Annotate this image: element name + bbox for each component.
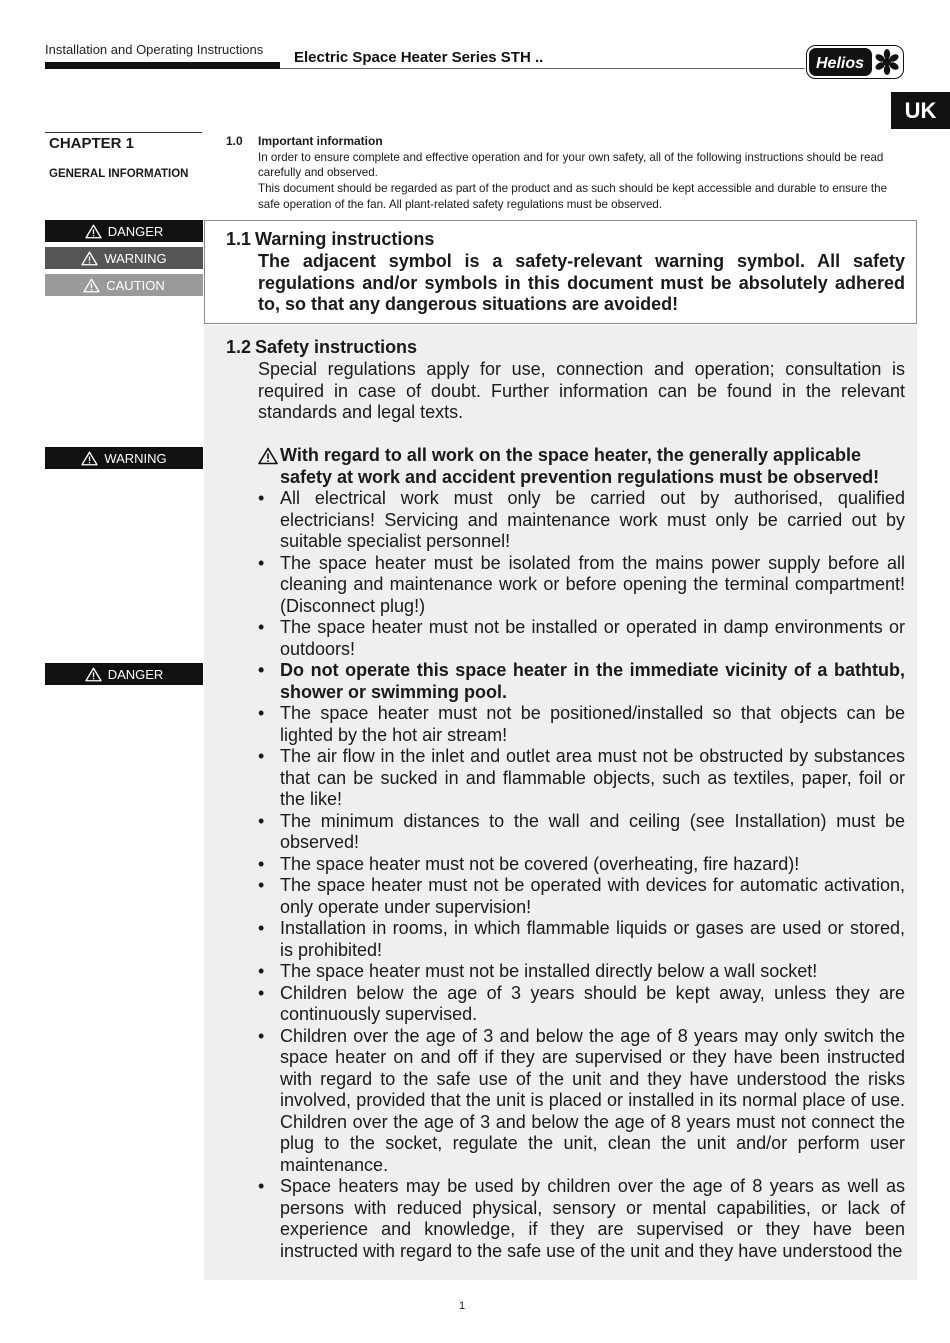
list-item: • The space heater must not be positioned/installed so that objects can be lighted by the hot air stream! [258,703,905,746]
danger-label-bathtub [45,663,203,685]
section-1-2-number: 1.2 [226,337,252,357]
list-item: • Space heaters may be used by children over the age of 8 years as well as persons with reduced physical, sensory or mental capabilities, or lack of experience and knowledge, if they are supervised or they have been instructed with regard to the safe use of the unit and they have understood the [258,1176,905,1262]
section-1-0-number: 1.0 [226,134,243,148]
danger-label-text: DANGER [107,666,164,682]
warning-triangle-icon [85,667,102,682]
section-1-2-title: Safety instructions [255,337,418,357]
section-1-2-intro: Special regulations apply for use, connection and operation; consultation is required in case of doubt. Further information can be found in the relevant standards and legal texts. [258,359,905,422]
caution-label-text: CAUTION [106,277,165,293]
warning-label-text: WARNING [104,250,167,266]
safety-list [258,488,905,1262]
section-1-0-para2: This document should be regarded as part of the product and as such should be kept accessible and durable to ensure the safe operation of the fan. All plant-related safety regulations must be observed. [258,182,888,211]
page-number: 1 [458,1300,466,1312]
caution-label [45,274,203,296]
language-tab: UK [891,92,950,129]
list-item: • Children over the age of 3 and below the age of 8 years may only switch the space heater on and off if they are supervised or they have been instructed with regard to the safe use of the unit and they have understood the risks involved, provided that the unit is placed or installed in its normal place of use. Children over the age of 3 and below the age of 8 years must not connect the plug to the socket, regulate the unit, clean the unit and/or perform user maintenance. [258,1026,905,1177]
list-item: • Installation in rooms, in which flammable liquids or gases are used or stored, is prohibited! [258,918,905,961]
chapter-title: CHAPTER 1 [49,135,135,152]
chapter-subtitle: GENERAL INFORMATION [49,168,189,180]
list-item: • The space heater must not be covered (overheating, fire hazard)! [258,854,905,876]
section-1-2-heading [226,337,417,358]
list-item: • Children below the age of 3 years should be kept away, unless they are continuously supervised. [258,983,905,1026]
section-1-1-title: Warning instructions [255,229,435,249]
warning-label-safety [45,447,203,469]
header-bar [45,62,280,69]
section-1-1-number: 1.1 [226,229,252,249]
safety-warning-text: With regard to all work on the space heater, the generally applicable safety at work and accident prevention regulations must be observed! [280,445,880,487]
warning-triangle-icon [81,251,98,266]
warning-triangle-icon [85,224,102,239]
list-item: • Do not operate this space heater in the immediate vicinity of a bathtub, shower or swimming pool. [258,660,905,703]
warning-label [45,247,203,269]
list-item: • The space heater must not be operated with devices for automatic activation, only operate under supervision! [258,875,905,918]
header-rule [280,68,805,69]
section-1-1-text: The adjacent symbol is a safety-relevant warning symbol. All safety regulations and/or symbols in this document must be absolutely adhered to, so that any dangerous situations are avoided! [258,251,905,314]
list-item: • The space heater must not be installed or operated in damp environments or outdoors! [258,617,905,660]
document-type: Installation and Operating Instructions [45,42,264,57]
list-item: • The space heater must not be installed directly below a wall socket! [258,961,905,983]
document-title: Electric Space Heater Series STH .. [294,49,544,66]
safety-warning-heading [258,445,905,488]
list-item: • All electrical work must only be carried out by authorised, qualified electricians! Servicing and maintenance work must only be carried out by suitable specialist personnel! [258,488,905,553]
helios-logo [806,45,904,79]
list-item: • The minimum distances to the wall and ceiling (see Installation) must be observed! [258,811,905,854]
danger-label-text: DANGER [107,223,164,239]
chapter-rule [45,132,202,133]
section-1-0 [258,134,908,213]
warning-triangle-icon [81,451,98,466]
danger-label [45,220,203,242]
section-1-0-para1: In order to ensure complete and effective operation and for your own safety, all of the following instructions should be read carefully and observed. [258,150,884,180]
list-item: • The space heater must be isolated from the mains power supply before all cleaning and maintenance work or before opening the terminal compartment! (Disconnect plug!) [258,553,905,618]
svg-text:Helios: Helios [815,55,865,72]
warning-triangle-icon [258,447,278,465]
warning-label-text: WARNING [104,450,167,466]
section-1-0-heading: Important information [258,134,383,148]
section-1-1-heading [226,229,434,250]
list-item: • The air flow in the inlet and outlet area must not be obstructed by substances that can be sucked in and flammable objects, such as textiles, paper, foil or the like! [258,746,905,811]
warning-triangle-icon [83,278,100,293]
